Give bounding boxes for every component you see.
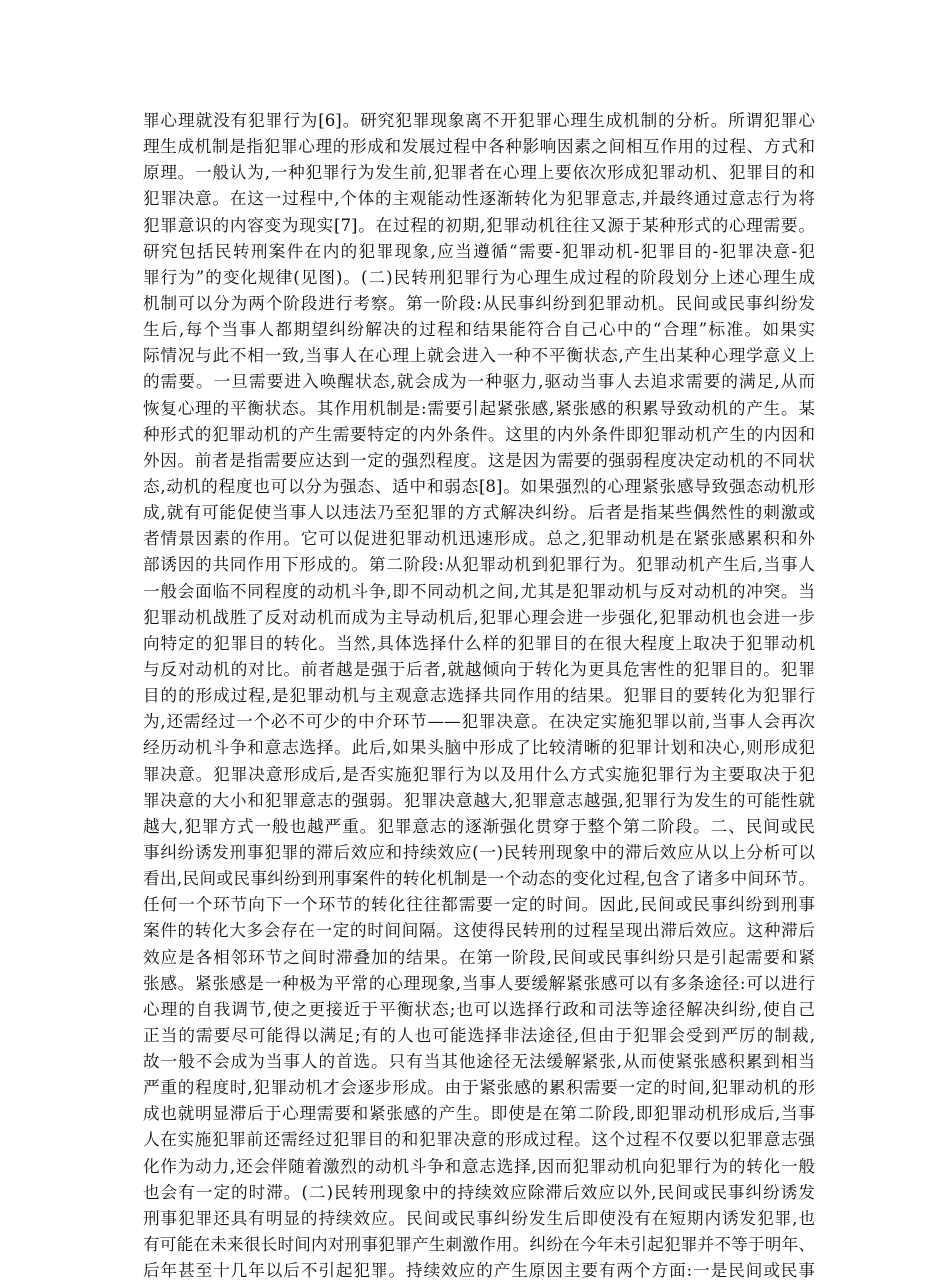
text-line: 生后,每个当事人都期望纠纷解决的过程和结果能符合自己心中的“合理”标准。如果实 [143,320,815,340]
text-line: 与反对动机的对比。前者越是强于后者,就越倾向于转化为更具危害性的犯罪目的。犯罪 [143,659,815,679]
text-line: 外因。前者是指需要应达到一定的强烈程度。这是因为需要的强弱程度决定动机的不同状 [143,450,815,470]
text-line: 一般会面临不同程度的动机斗争,即不同动机之间,尤其是犯罪动机与反对动机的冲突。当 [143,581,815,601]
text-line: 刑事犯罪还具有明显的持续效应。民间或民事纠纷发生后即使没有在短期内诱发犯罪,也 [143,1208,815,1228]
text-line: 看出,民间或民事纠纷到刑事案件的转化机制是一个动态的变化过程,包含了诸多中间环节。 [143,869,815,889]
text-line: 罪行为”的变化规律(见图)。(二)民转刑犯罪行为心理生成过程的阶段划分上述心理生成 [143,267,815,287]
text-line: 越大,犯罪方式一般也越严重。犯罪意志的逐渐强化贯穿于整个第二阶段。二、民间或民 [143,816,815,836]
text-line: 罪决意的大小和犯罪意志的强弱。犯罪决意越大,犯罪意志越强,犯罪行为发生的可能性就 [143,790,815,810]
text-line: 恢复心理的平衡状态。其作用机制是:需要引起紧张感,紧张感的积累导致动机的产生。某 [143,398,815,418]
text-line: 成也就明显滞后于心理需要和紧张感的产生。即使是在第二阶段,即犯罪动机形成后,当事 [143,1104,815,1124]
text-line: 机制可以分为两个阶段进行考察。第一阶段:从民事纠纷到犯罪动机。民间或民事纠纷发 [143,293,815,313]
text-line: 原理。一般认为,一种犯罪行为发生前,犯罪者在心理上要依次形成犯罪动机、犯罪目的和 [143,163,815,183]
text-line: 案件的转化大多会存在一定的时间间隔。这使得民转刑的过程呈现出滞后效应。这种滞后 [143,921,815,941]
text-line: 张感。紧张感是一种极为平常的心理现象,当事人要缓解紧张感可以有多条途径:可以进行 [143,973,815,993]
text-line: 事纠纷诱发刑事犯罪的滞后效应和持续效应(一)民转刑现象中的滞后效应从以上分析可以 [143,842,815,862]
text-line: 向特定的犯罪目的转化。当然,具体选择什么样的犯罪目的在很大程度上取决于犯罪动机 [143,633,815,653]
text-line: 化作为动力,还会伴随着激烈的动机斗争和意志选择,因而犯罪动机向犯罪行为的转化一般 [143,1156,815,1176]
text-line: 种形式的犯罪动机的产生需要特定的内外条件。这里的内外条件即犯罪动机产生的内因和 [143,424,815,444]
text-line: 态,动机的程度也可以分为强态、适中和弱态[8]。如果强烈的心理紧张感导致强态动机形 [143,476,815,496]
text-line: 犯罪意识的内容变为现实[7]。在过程的初期,犯罪动机往往又源于某种形式的心理需要。 [143,215,815,235]
text-line: 部诱因的共同作用下形成的。第二阶段:从犯罪动机到犯罪行为。犯罪动机产生后,当事人 [143,555,815,575]
text-line: 罪心理就没有犯罪行为[6]。研究犯罪现象离不开犯罪心理生成机制的分析。所谓犯罪心 [143,111,815,130]
text-line: 也会有一定的时滞。(二)民转刑现象中的持续效应除滞后效应以外,民间或民事纠纷诱发 [143,1182,815,1202]
text-line: 际情况与此不相一致,当事人在心理上就会进入一种不平衡状态,产生出某种心理学意义上 [143,346,815,366]
text-line: 罪决意。犯罪决意形成后,是否实施犯罪行为以及用什么方式实施犯罪行为主要取决于犯 [143,764,815,784]
text-line: 严重的程度时,犯罪动机才会逐步形成。由于紧张感的累积需要一定的时间,犯罪动机的形 [143,1078,815,1098]
text-line: 犯罪动机战胜了反对动机而成为主导动机后,犯罪心理会进一步强化,犯罪动机也会进一步 [143,607,815,627]
text-line: 理生成机制是指犯罪心理的形成和发展过程中各种影响因素之间相互作用的过程、方式和 [143,137,815,157]
body-text [143,108,815,1284]
text-line: 人在实施犯罪前还需经过犯罪目的和犯罪决意的形成过程。这个过程不仅要以犯罪意志强 [143,1130,815,1150]
text-line: 效应是各相邻环节之间时滞叠加的结果。在第一阶段,民间或民事纠纷只是引起需要和紧 [143,947,815,967]
text-line: 犯罪决意。在这一过程中,个体的主观能动性逐渐转化为犯罪意志,并最终通过意志行为将 [143,189,815,209]
text-line: 有可能在未来很长时间内对刑事犯罪产生刺激作用。纠纷在今年未引起犯罪并不等于明年、 [143,1235,815,1255]
text-line: 任何一个环节向下一个环节的转化往往都需要一定的时间。因此,民间或民事纠纷到刑事 [143,895,815,915]
text-line: 经历动机斗争和意志选择。此后,如果头脑中形成了比较清晰的犯罪计划和决心,则形成犯 [143,738,815,758]
text-line: 者情景因素的作用。它可以促进犯罪动机迅速形成。总之,犯罪动机是在紧张感累积和外 [143,529,815,549]
text-line: 后年甚至十几年以后不引起犯罪。持续效应的产生原因主要有两个方面:一是民间或民事 [143,1261,815,1281]
text-line: 目的的形成过程,是犯罪动机与主观意志选择共同作用的结果。犯罪目的要转化为犯罪行 [143,686,815,706]
text-line: 成,就有可能促使当事人以违法乃至犯罪的方式解决纠纷。后者是指某些偶然性的刺激或 [143,503,815,523]
text-line: 的需要。一旦需要进入唤醒状态,就会成为一种驱力,驱动当事人去追求需要的满足,从而 [143,372,815,392]
text-line: 故一般不会成为当事人的首选。只有当其他途径无法缓解紧张,从而使紧张感积累到相当 [143,1052,815,1072]
text-line: 研究包括民转刑案件在内的犯罪现象,应当遵循“需要-犯罪动机-犯罪目的-犯罪决意-犯 [143,241,815,261]
text-line: 心理的自我调节,使之更接近于平衡状态;也可以选择行政和司法等途径解决纠纷,使自己 [143,999,815,1019]
text-line: 为,还需经过一个必不可少的中介环节——犯罪决意。在决定实施犯罪以前,当事人会再次 [143,712,815,732]
text-line: 正当的需要尽可能得以满足;有的人也可能选择非法途径,但由于犯罪会受到严厉的制裁, [143,1025,815,1045]
